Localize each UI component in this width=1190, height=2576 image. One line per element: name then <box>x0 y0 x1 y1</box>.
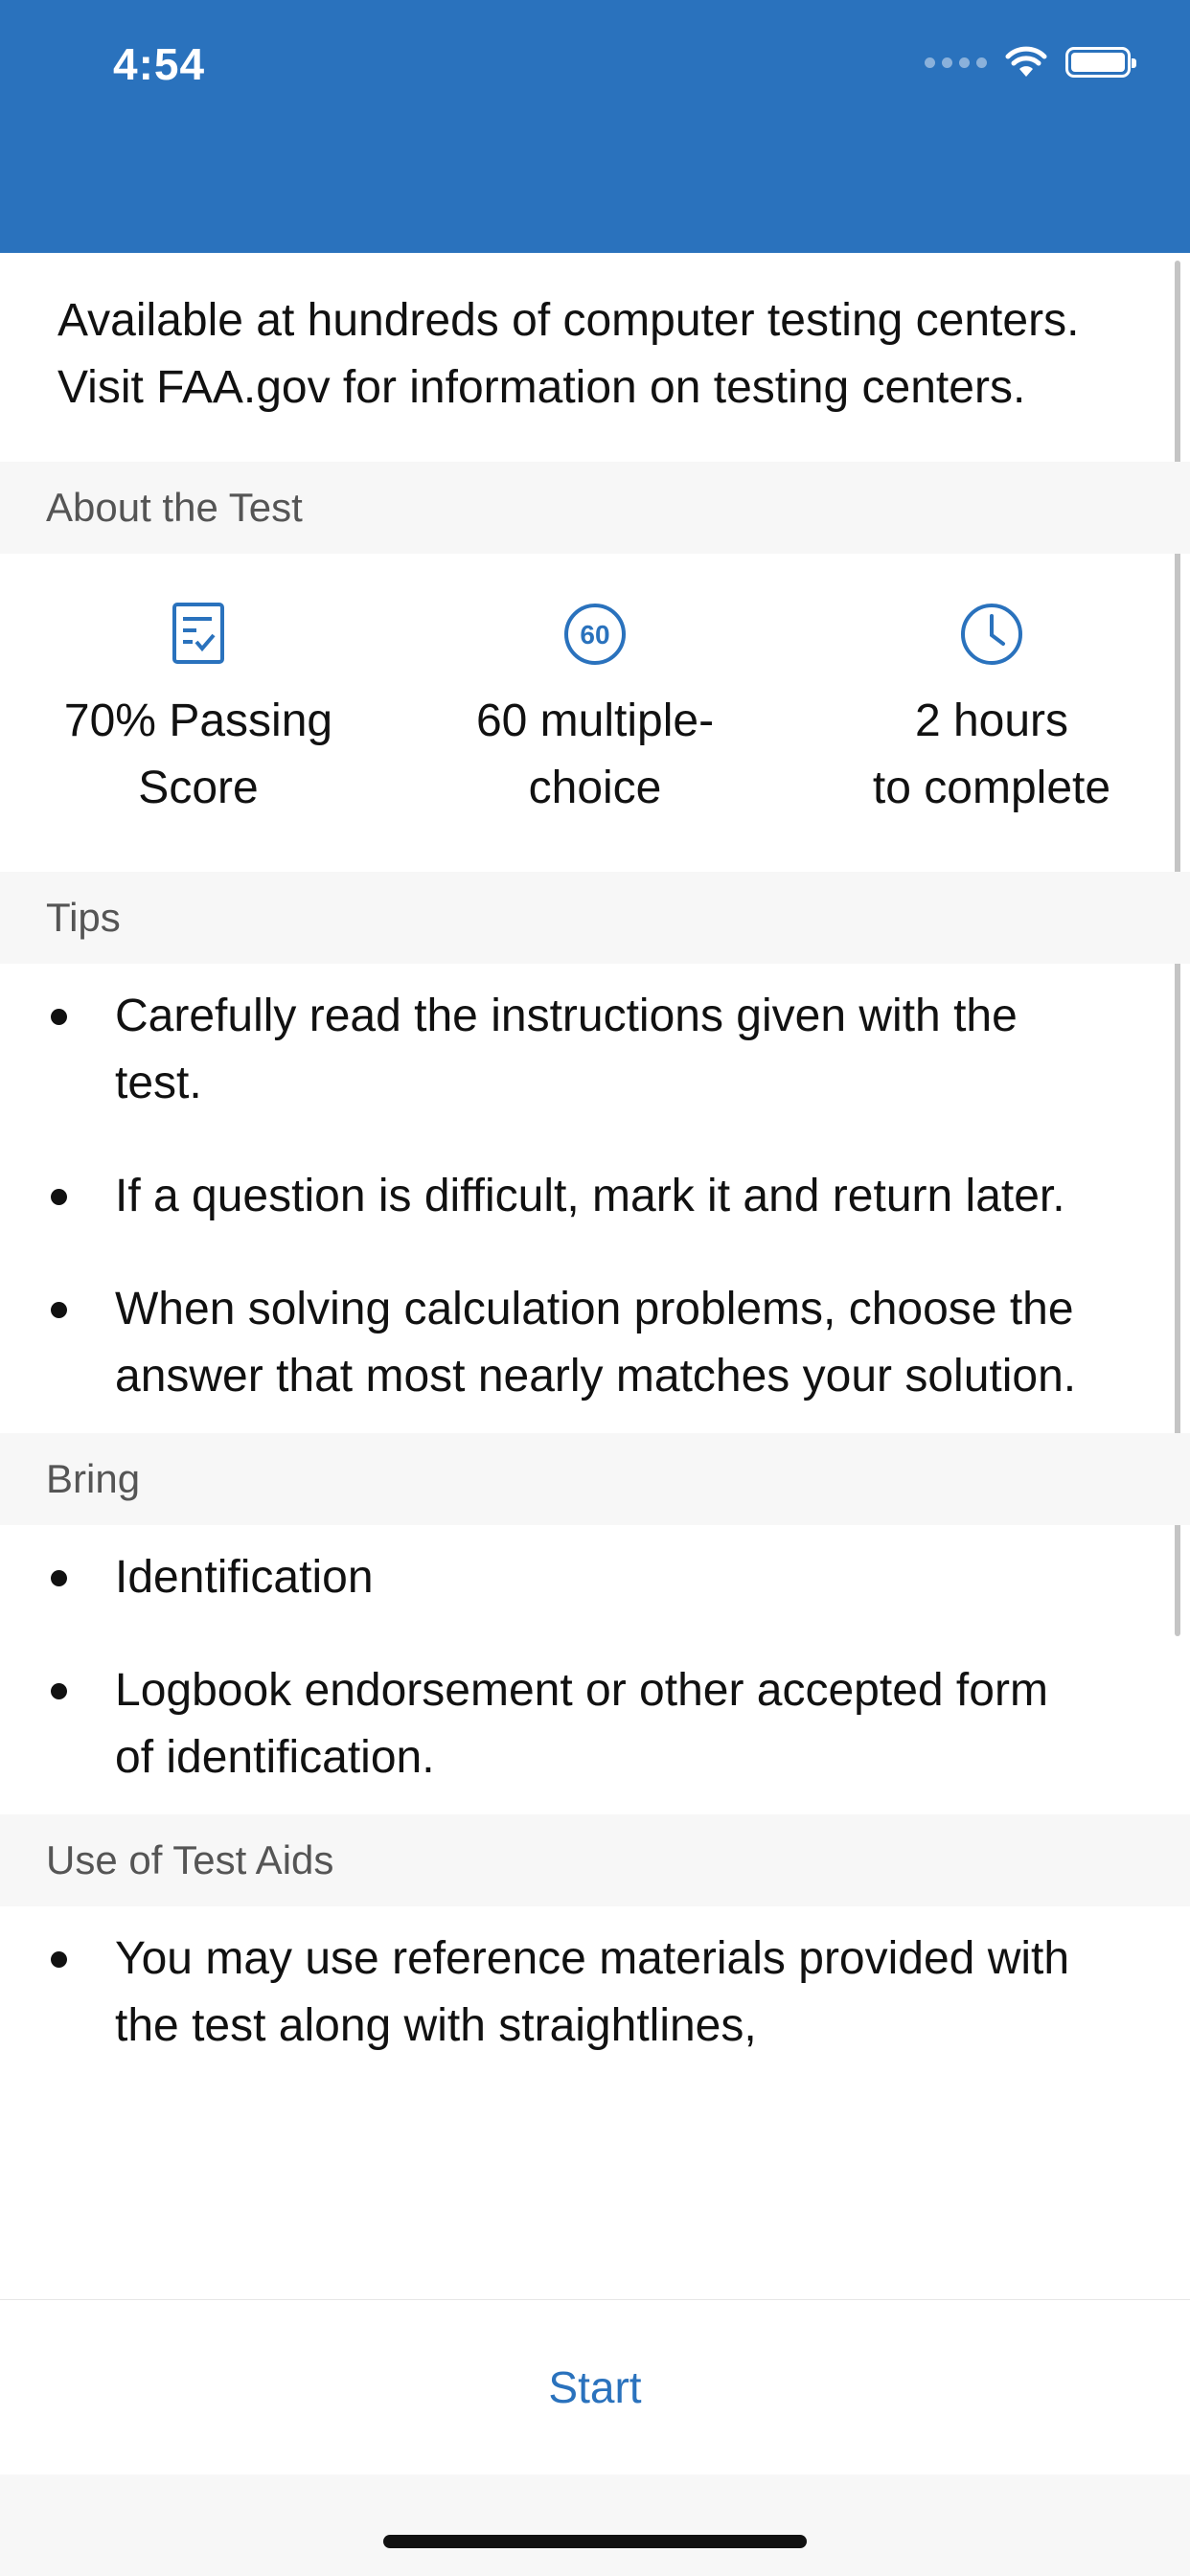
stat-passing-score <box>0 554 397 872</box>
list-item: Identification <box>0 1544 1190 1611</box>
tips-list <box>0 964 1190 1433</box>
stat-question-line2: choice <box>528 763 662 813</box>
stat-question-line1: 60 multiple- <box>475 695 715 746</box>
test-aids-list <box>0 1906 1190 2083</box>
checklist-icon <box>172 602 225 665</box>
status-time: 4:54 <box>113 39 206 89</box>
signal-icon <box>925 57 987 68</box>
bullet-icon <box>51 1009 67 1025</box>
sixty-badge-icon <box>562 602 628 667</box>
list-item: When solving calculation problems, choose the answer that most nearly matches your solution. <box>0 1276 1190 1410</box>
bring-list <box>0 1525 1190 1814</box>
test-info-content[interactable] <box>0 253 1190 2083</box>
stat-duration-line1: 2 hours <box>914 695 1069 746</box>
section-header-tips: Tips <box>0 872 1190 964</box>
list-item: Logbook endorsement or other accepted form of identification. <box>0 1657 1190 1791</box>
list-item: If a question is difficult, mark it and return later. <box>0 1163 1190 1230</box>
stat-passing-line1: 70% Passing <box>63 695 333 746</box>
stat-passing-line2: Score <box>138 763 259 813</box>
start-area <box>0 2300 1190 2474</box>
stat-duration-line2: to complete <box>872 763 1111 813</box>
test-stats <box>0 554 1190 872</box>
section-header-about: About the Test <box>0 462 1190 554</box>
bullet-icon <box>51 1302 67 1318</box>
status-icons <box>925 46 1131 79</box>
stat-question-count <box>397 554 793 872</box>
wifi-icon <box>1004 46 1048 79</box>
list-item: Carefully read the instructions given with the test. <box>0 983 1190 1117</box>
battery-icon <box>1065 47 1131 78</box>
intro-text: Available at hundreds of computer testing centers. Visit FAA.gov for information on testing centers. <box>57 295 1080 413</box>
stat-duration <box>793 554 1190 872</box>
bullet-icon <box>51 1570 67 1586</box>
bullet-icon <box>51 1683 67 1699</box>
home-indicator[interactable] <box>383 2535 807 2548</box>
bullet-icon <box>51 1951 67 1968</box>
bullet-icon <box>51 1189 67 1205</box>
badge-number: 60 <box>580 620 610 650</box>
app-header <box>0 0 1190 253</box>
clock-icon <box>959 602 1024 667</box>
list-item: You may use reference materials provided with the test along with straightlines, <box>0 1926 1190 2060</box>
start-button[interactable]: Start <box>542 2360 647 2414</box>
section-header-test-aids: Use of Test Aids <box>0 1814 1190 1906</box>
section-header-bring: Bring <box>0 1433 1190 1525</box>
